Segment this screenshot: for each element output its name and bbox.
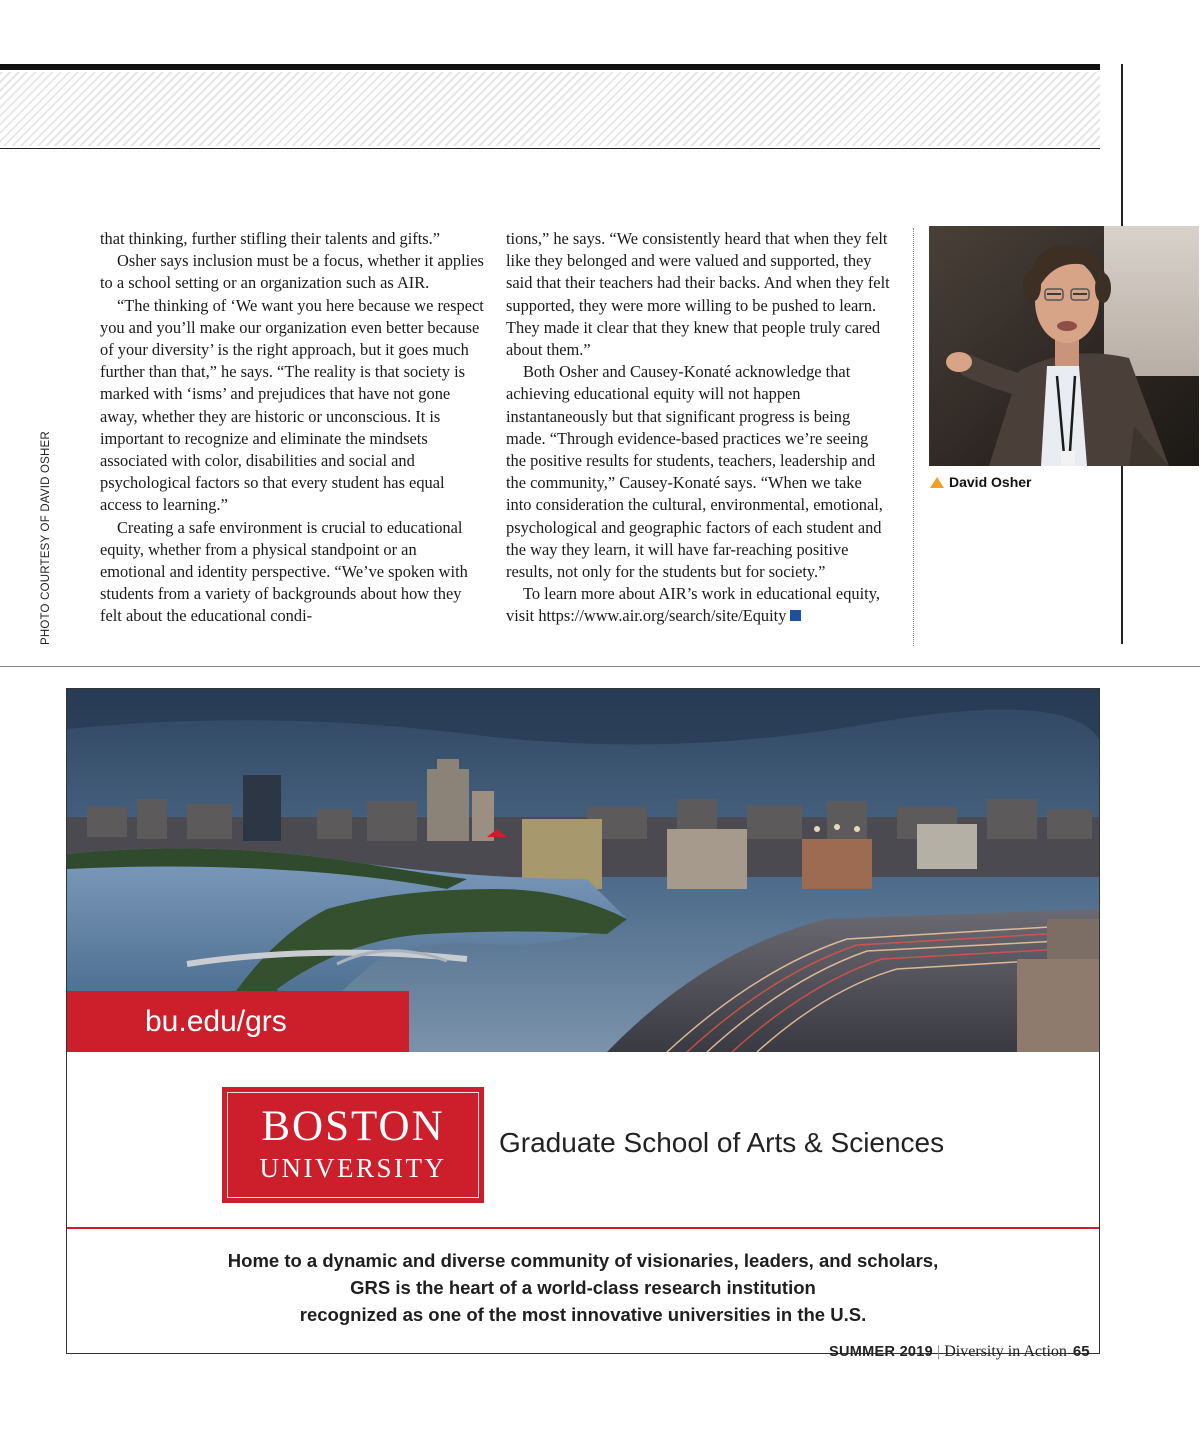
logo-line-university: UNIVERSITY xyxy=(259,1153,447,1183)
page-folio xyxy=(829,1343,1090,1361)
url-banner[interactable]: bu.edu/grs xyxy=(67,991,409,1052)
paragraph: tions,” he says. “We consistently heard that when they felt like they belonged and were valued and supported, they said that their teachers had their backs. And when they felt supported, they were more willing to be pushed to learn. They made it clear that they knew that people truly cared about them.” xyxy=(506,229,890,360)
paragraph: that thinking, further stifling their talents and gifts.” xyxy=(100,229,441,248)
closing-text: To learn more about AIR’s work in educational equity, visit https://www.air.org/search/site/Equity xyxy=(506,584,880,626)
ad-tagline xyxy=(67,1247,1099,1328)
header-hatch-band xyxy=(0,72,1100,146)
article-column-1 xyxy=(100,228,485,628)
caption-text: David Osher xyxy=(949,474,1032,490)
folio-separator: | xyxy=(937,1343,941,1360)
photo-credit: PHOTO COURTESY OF DAVID OSHER xyxy=(40,431,52,645)
paragraph: Both Osher and Causey-Konaté acknowledge that achieving educational equity will not happen instantaneously but that significant progress is being made. “Through evidence-based practices we’re seeing the positive results for students, teachers, leadership and the community,” Causey-Konaté says. “When we take into consideration the cultural, environmental, emotional, psychological and geographic factors of each student and the way they learn, it will have far-reaching positive results, not only for the students but for society.” xyxy=(506,362,883,582)
section-rule xyxy=(0,666,1200,667)
portrait-illustration xyxy=(929,226,1199,466)
end-mark-icon xyxy=(790,610,801,621)
top-rule xyxy=(0,64,1100,70)
column-separator xyxy=(913,228,914,646)
tagline-line: recognized as one of the most innovative universities in the U.S. xyxy=(299,1304,867,1325)
triangle-icon xyxy=(930,477,944,488)
header-rule xyxy=(0,148,1100,149)
paragraph: Creating a safe environment is crucial to educational equity, whether from a physical standpoint or an emotional and identity perspective. “We’ve spoken with students from a variety of backgrounds about how they felt about the educational condi- xyxy=(100,517,468,626)
paragraph xyxy=(506,583,891,627)
tagline-line: Home to a dynamic and diverse community of visionaries, leaders, and scholars, xyxy=(227,1250,939,1271)
bu-advertisement[interactable] xyxy=(66,688,1100,1354)
article-column-2 xyxy=(506,228,891,628)
logo-line-boston: BOSTON xyxy=(261,1103,445,1150)
magazine-name: Diversity in Action xyxy=(944,1343,1067,1360)
tagline-line: GRS is the heart of a world-class research institution xyxy=(350,1277,816,1298)
paragraph: Osher says inclusion must be a focus, whether it applies to a school setting or an organization such as AIR. xyxy=(100,251,484,293)
issue-season: SUMMER 2019 xyxy=(829,1344,934,1360)
photo-caption xyxy=(930,474,1031,490)
boston-university-logo xyxy=(222,1087,484,1203)
paragraph: “The thinking of ‘We want you here because we respect you and you’ll make our organization even better because of your diversity’ is the right approach, but it goes much further than that,” he says. “The reality is that society is marked with ‘isms’ and prejudices that have not gone away, whether they are historic or unconscious. It is important to recognize and eliminate the mindsets associated with color, disabilities and social and psychological factors so that every student has equal access to learning.” xyxy=(100,295,484,515)
ad-divider xyxy=(67,1227,1100,1229)
portrait-photo xyxy=(929,226,1199,466)
school-name: Graduate School of Arts & Sciences xyxy=(499,1127,945,1158)
page-number: 65 xyxy=(1072,1343,1090,1360)
